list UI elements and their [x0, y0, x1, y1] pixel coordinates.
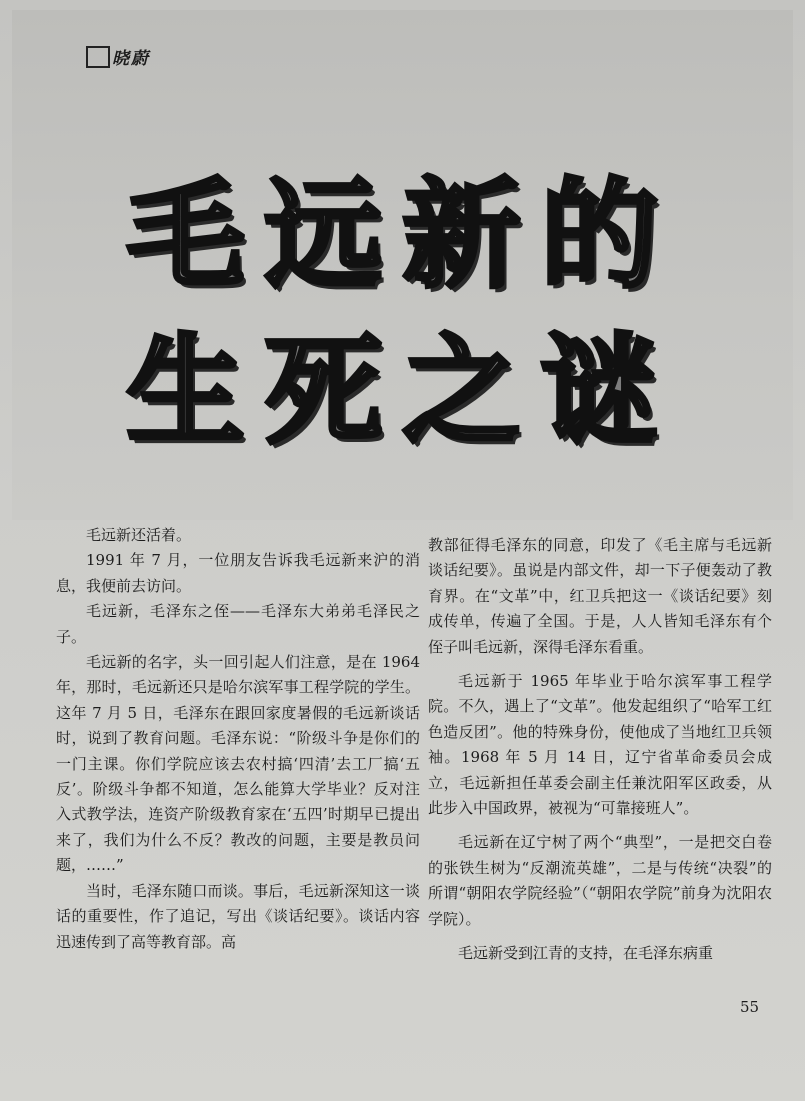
paragraph: 毛远新还活着。: [86, 526, 192, 544]
paragraph: 1991 年 7 月，一位朋友告诉我毛远新来沪的消息，我便前去访问。: [56, 551, 420, 595]
paragraph: 毛远新，毛泽东之侄——毛泽东大弟弟毛泽民之子。: [56, 602, 420, 646]
paragraph: 毛远新在辽宁树了两个“典型”，一是把交白卷的张铁生树为“反潮流英雄”，二是与传统“决裂”的所谓“朝阳农学院经验”（“朝阳农学院”前身为沈阳农学院）。: [428, 833, 772, 928]
page-number: 55: [740, 998, 760, 1016]
paragraph: 毛远新于 1965 年毕业于哈尔滨军事工程学院。不久，遇上了“文革”。他发起组织了“哈军工红色造反团”。他的特殊身份，使他成了当地红卫兵领袖。1968 年 5 月 14 日，辽宁省革命委员会成立，毛远新担任革委会副主任兼沈阳军区政委，从此步入中国政界，被视为“可靠接班人”。: [428, 672, 772, 818]
paragraph: 毛远新受到江青的支持，在毛泽东病重: [458, 944, 714, 963]
paragraph: 毛远新的名字，头一回引起人们注意，是在 1964 年，那时，毛远新还只是哈尔滨军事工程学院的学生。这年 7 月 5 日，毛泽东在跟回家度暑假的毛远新谈话时，说到了教育问题。毛泽东说：“阶级斗争是你们的一门主课。你们学院应该去农村搞‘四清’去工厂搞‘五反’。阶级斗争都不知道，怎么能算大学毕业？反对注入式教学法，连资产阶级教育家在‘五四’时期早已提出来了，我们为什么不反？教改的问题，主要是教员问题，……”: [56, 653, 420, 875]
article-title-line-1: 毛远新的: [126, 166, 679, 304]
article-title-line-2: 生死之谜: [126, 322, 679, 460]
author-name: 晓蔚: [112, 49, 150, 69]
paragraph: 教部征得毛泽东的同意，印发了《毛主席与毛远新谈话纪要》。虽说是内部文件，却一下子便轰动了教育界。在“文革”中，红卫兵把这一《谈话纪要》刻成传单，传遍了全国。于是，人人皆知毛泽东有个侄子叫毛远新，深得毛泽东看重。: [428, 536, 772, 656]
right-text-column: [428, 533, 772, 967]
left-text-column: [56, 523, 420, 955]
author-box-icon: [86, 46, 110, 68]
paragraph: 当时，毛泽东随口而谈。事后，毛远新深知这一谈话的重要性，作了追记，写出《谈话纪要》。谈话内容迅速传到了高等教育部。高: [56, 881, 420, 951]
